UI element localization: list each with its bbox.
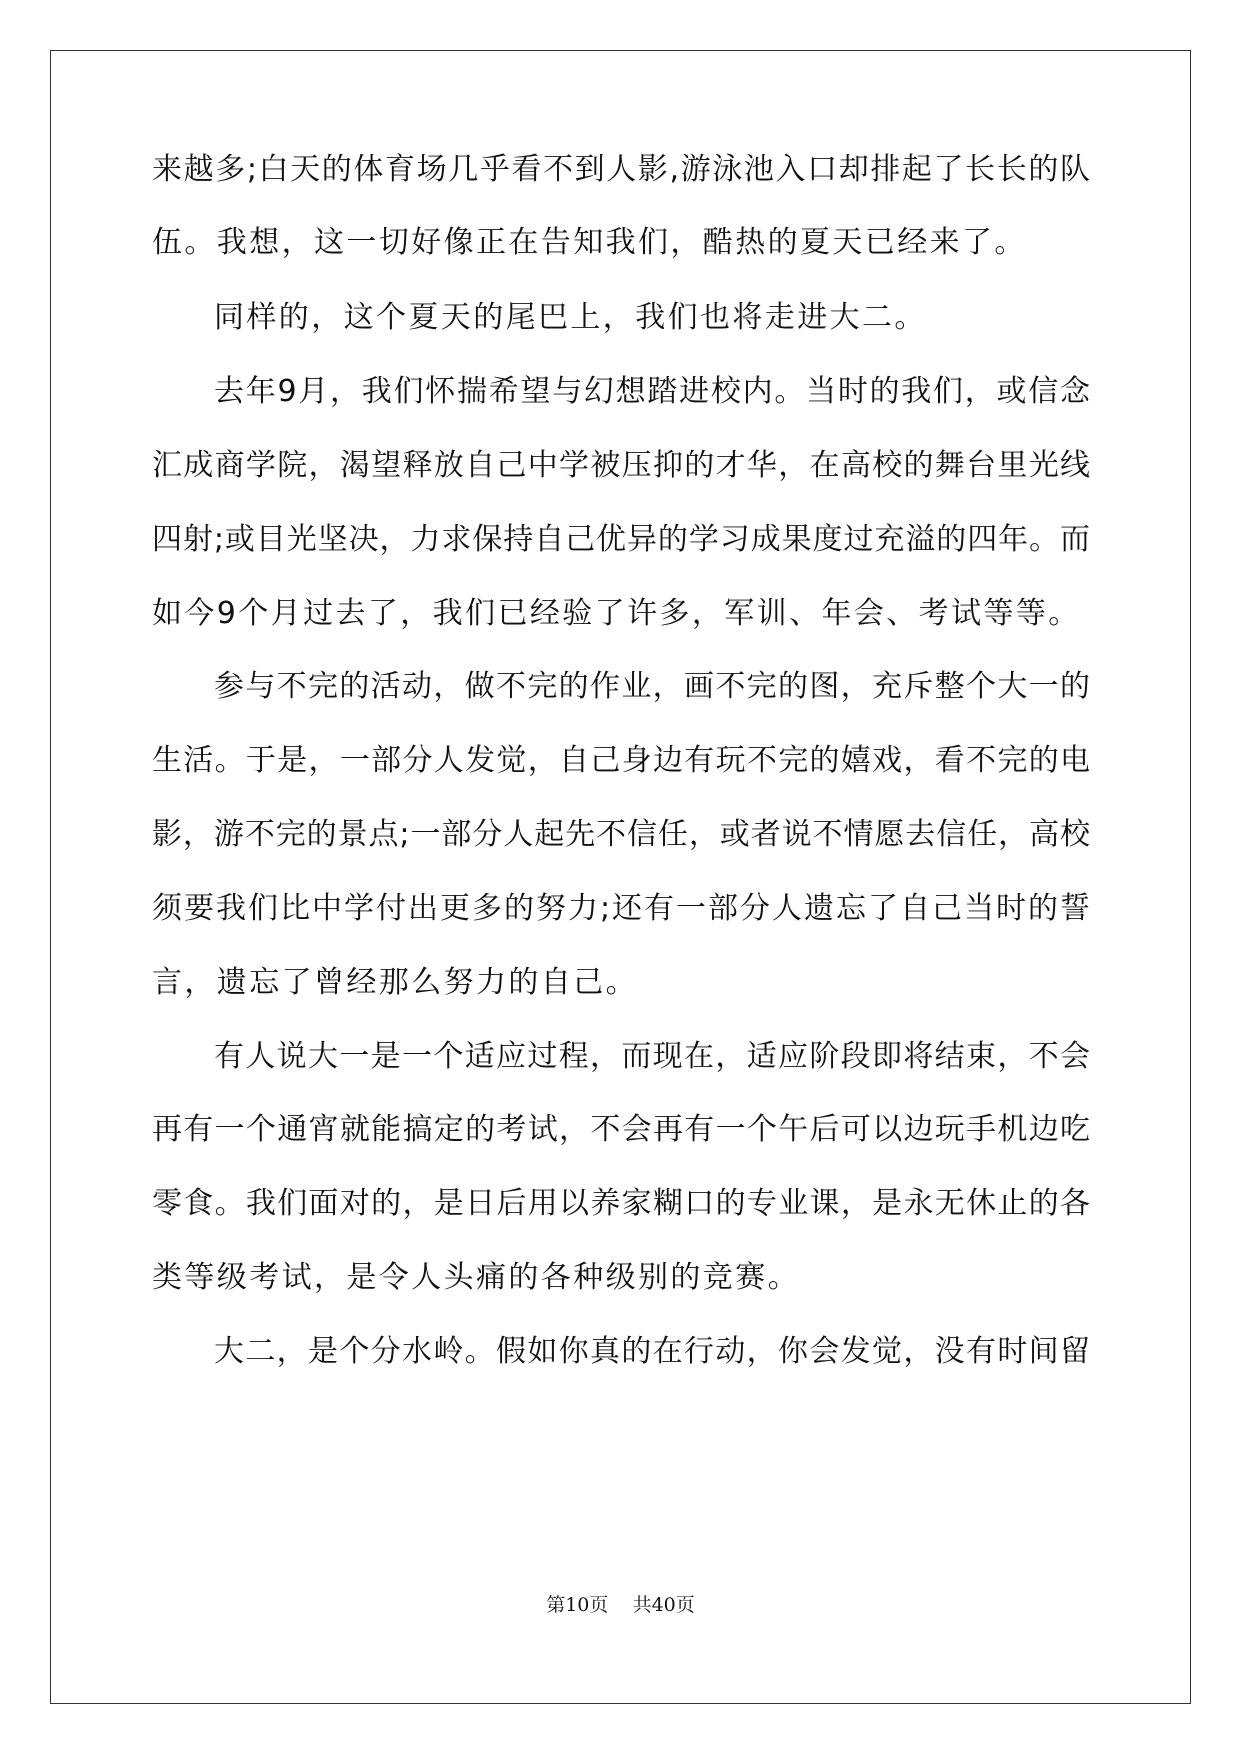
text-line: 四射;或目光坚决，力求保持自己优异的学习成果度过充溢的四年。而 xyxy=(152,522,1090,557)
text-line: 再有一个通宵就能搞定的考试，不会再有一个午后可以边玩手机边吃 xyxy=(152,1112,1090,1147)
text-line: 生活。于是，一部分人发觉，自己身边有玩不完的嬉戏，看不完的电 xyxy=(152,743,1090,778)
text-line: 言，遗忘了曾经那么努力的自己。 xyxy=(152,965,638,1000)
text-line: 零食。我们面对的，是日后用以养家糊口的专业课，是永无休止的各 xyxy=(152,1186,1090,1221)
text-line: 同样的，这个夏天的尾巴上，我们也将走进大二。 xyxy=(214,300,927,335)
text-line: 参与不完的活动，做不完的作业，画不完的图，充斥整个大一的 xyxy=(214,669,1090,704)
page-total: 共40页 xyxy=(632,1594,695,1616)
text-line: 去年9月，我们怀揣希望与幻想踏进校内。当时的我们，或信念 xyxy=(214,374,1090,409)
text-line: 汇成商学院，渴望释放自己中学被压抑的才华，在高校的舞台里光线 xyxy=(152,448,1090,483)
text-line: 如今9个月过去了，我们已经验了许多，军训、年会、考试等等。 xyxy=(152,596,1081,631)
page-footer xyxy=(0,1590,1241,1617)
text-line: 须要我们比中学付出更多的努力;还有一部分人遗忘了自己当时的誓 xyxy=(152,891,1090,926)
text-line: 影，游不完的景点;一部分人起先不信任，或者说不情愿去信任，高校 xyxy=(152,817,1090,852)
text-line: 伍。我想，这一切好像正在告知我们，酷热的夏天已经来了。 xyxy=(152,225,1027,260)
text-line: 大二，是个分水岭。假如你真的在行动，你会发觉，没有时间留 xyxy=(214,1334,1090,1369)
text-line: 有人说大一是一个适应过程，而现在，适应阶段即将结束，不会 xyxy=(214,1039,1090,1074)
page-number: 第10页 xyxy=(546,1594,609,1616)
text-line: 类等级考试，是令人头痛的各种级别的竞赛。 xyxy=(152,1260,800,1295)
text-line: 来越多;白天的体育场几乎看不到人影,游泳池入口却排起了长长的队 xyxy=(152,152,1090,187)
